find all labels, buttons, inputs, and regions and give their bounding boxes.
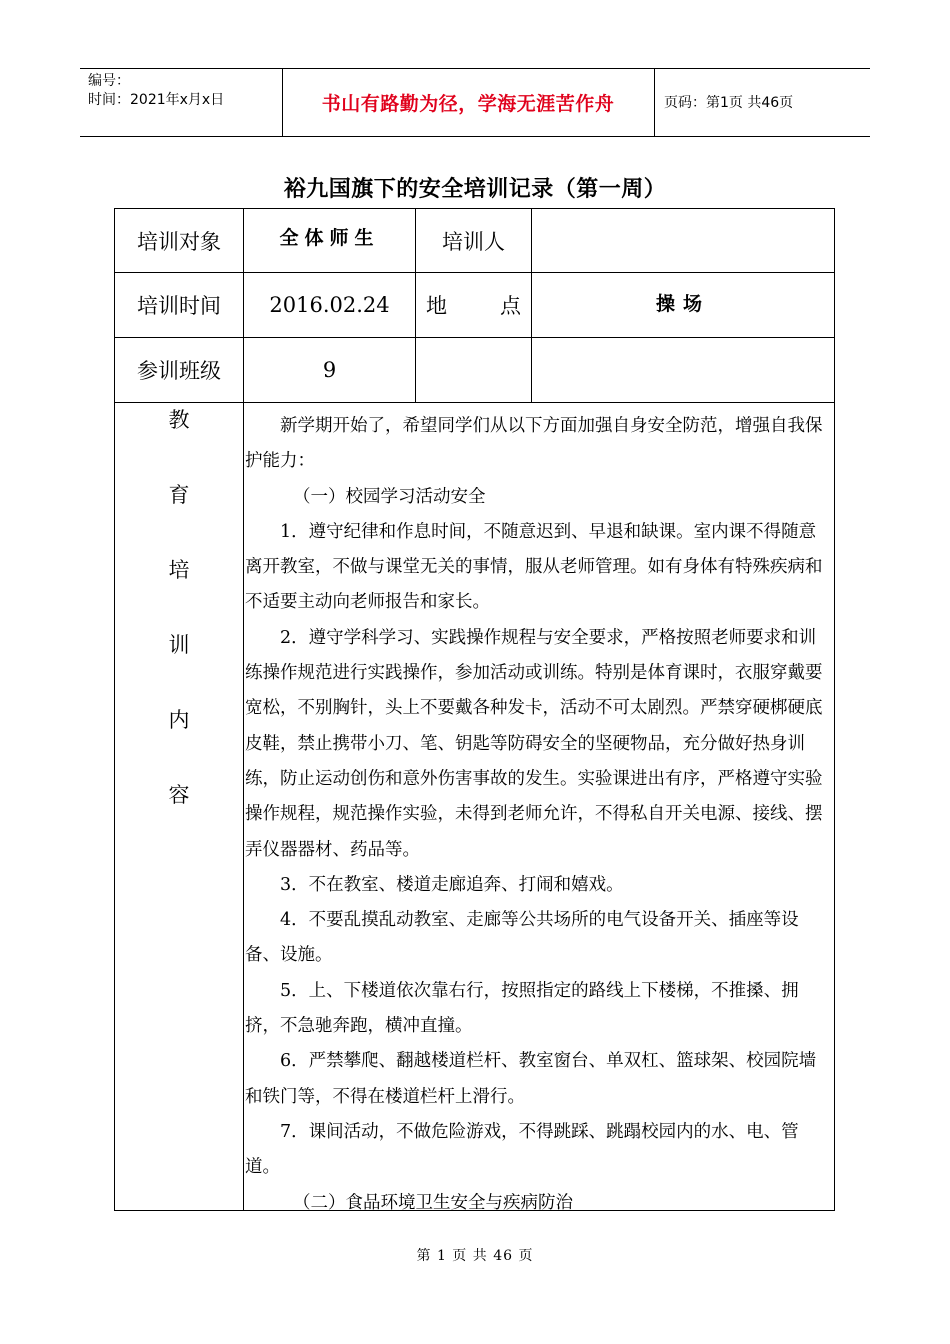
- content-paragraph: 1．遵守纪律和作息时间，不随意迟到、早退和缺课。室内课不得随意离开教室，不做与课堂无关的事情，服从老师管理。如有身体有特殊疾病和不适要主动向老师报告和家长。: [245, 521, 823, 613]
- content-paragraph: 6．严禁攀爬、翻越楼道栏杆、教室窗台、单双杠、篮球架、校园院墙和铁门等，不得在楼道栏杆上滑行。: [245, 1051, 817, 1107]
- label-trainer: 培训人: [442, 229, 505, 254]
- date-line: 时间：2021年x月x日: [88, 92, 225, 108]
- section-label-char: 容: [168, 783, 190, 807]
- row-divider: [115, 402, 834, 403]
- header-motto: 书山有路勤为径，学海无涯苦作舟: [321, 93, 615, 115]
- empty-cell: [532, 338, 834, 402]
- header-bottom-rule: [80, 136, 870, 137]
- content-heading: （一）校园学习活动安全: [293, 486, 486, 507]
- content-paragraph: 3．不在教室、楼道走廊追奔、打闹和嬉戏。: [280, 874, 624, 895]
- section-label-char: 训: [168, 633, 190, 657]
- training-content: [245, 409, 831, 1221]
- section-label-char: 育: [168, 483, 190, 507]
- training-record-table: [114, 208, 835, 1211]
- content-paragraph: 7．课间活动，不做危险游戏，不得跳踩、跳蹋校园内的水、电、管道。: [245, 1121, 799, 1178]
- label-location-char: 地: [426, 294, 447, 318]
- value-training-time: 2016.02.24: [269, 293, 390, 317]
- value-trainees: 全体师生: [279, 227, 380, 249]
- label-trainees: 培训对象: [137, 229, 221, 254]
- section-label-education-content: [115, 404, 243, 854]
- empty-cell: [416, 338, 531, 402]
- label-location-char: 点: [500, 294, 521, 318]
- page-footer: 第 1 页 共 46 页: [416, 1248, 534, 1264]
- header-page-info: 页码：第1页 共46页: [664, 95, 794, 111]
- content-paragraph: 5．上、下楼道依次靠右行，按照指定的路线上下楼梯，不推搡、拥挤，不急驰奔跑，横冲直撞。: [245, 980, 799, 1037]
- content-paragraph: 新学期开始了，希望同学们从以下方面加强自身安全防范，增强自我保护能力：: [245, 416, 823, 472]
- label-classes: 参训班级: [137, 359, 221, 383]
- value-classes: 9: [322, 358, 337, 382]
- label-location: [416, 273, 531, 337]
- value-location: 操场: [655, 293, 710, 315]
- label-training-time: 培训时间: [137, 294, 221, 318]
- section-label-char: 教: [168, 408, 190, 432]
- content-paragraph: 4．不要乱摸乱动教室、走廊等公共场所的电气设备开关、插座等设备、设施。: [245, 910, 799, 966]
- header-divider: [654, 69, 655, 136]
- section-label-char: 培: [168, 558, 190, 582]
- page-title: 裕九国旗下的安全培训记录（第一周）: [283, 177, 667, 202]
- serial-label: 编号：: [88, 73, 130, 89]
- value-trainer: [532, 209, 834, 272]
- content-paragraph: 2．遵守学科学习、实践操作规程与安全要求，严格按照老师要求和训练操作规范进行实践操作，参加活动或训练。特别是体育课时，衣服穿戴要宽松，不别胸针，头上不要戴各种发卡，活动不可太剧烈。严禁穿硬梆硬底皮鞋，禁止携带小刀、笔、钥匙等防碍安全的坚硬物品，充分做好热身训练，防止运动创伤和意外伤害事故的发生。实验课进出有序，严格遵守实验操作规程，规范操作实验，未得到老师允许，不得私自开关电源、接线、摆弄仪器器材、药品等。: [245, 627, 823, 860]
- content-heading: （二）食品环境卫生安全与疾病防治: [293, 1192, 573, 1213]
- header-meta: [88, 72, 224, 110]
- section-label-char: 内: [168, 708, 190, 732]
